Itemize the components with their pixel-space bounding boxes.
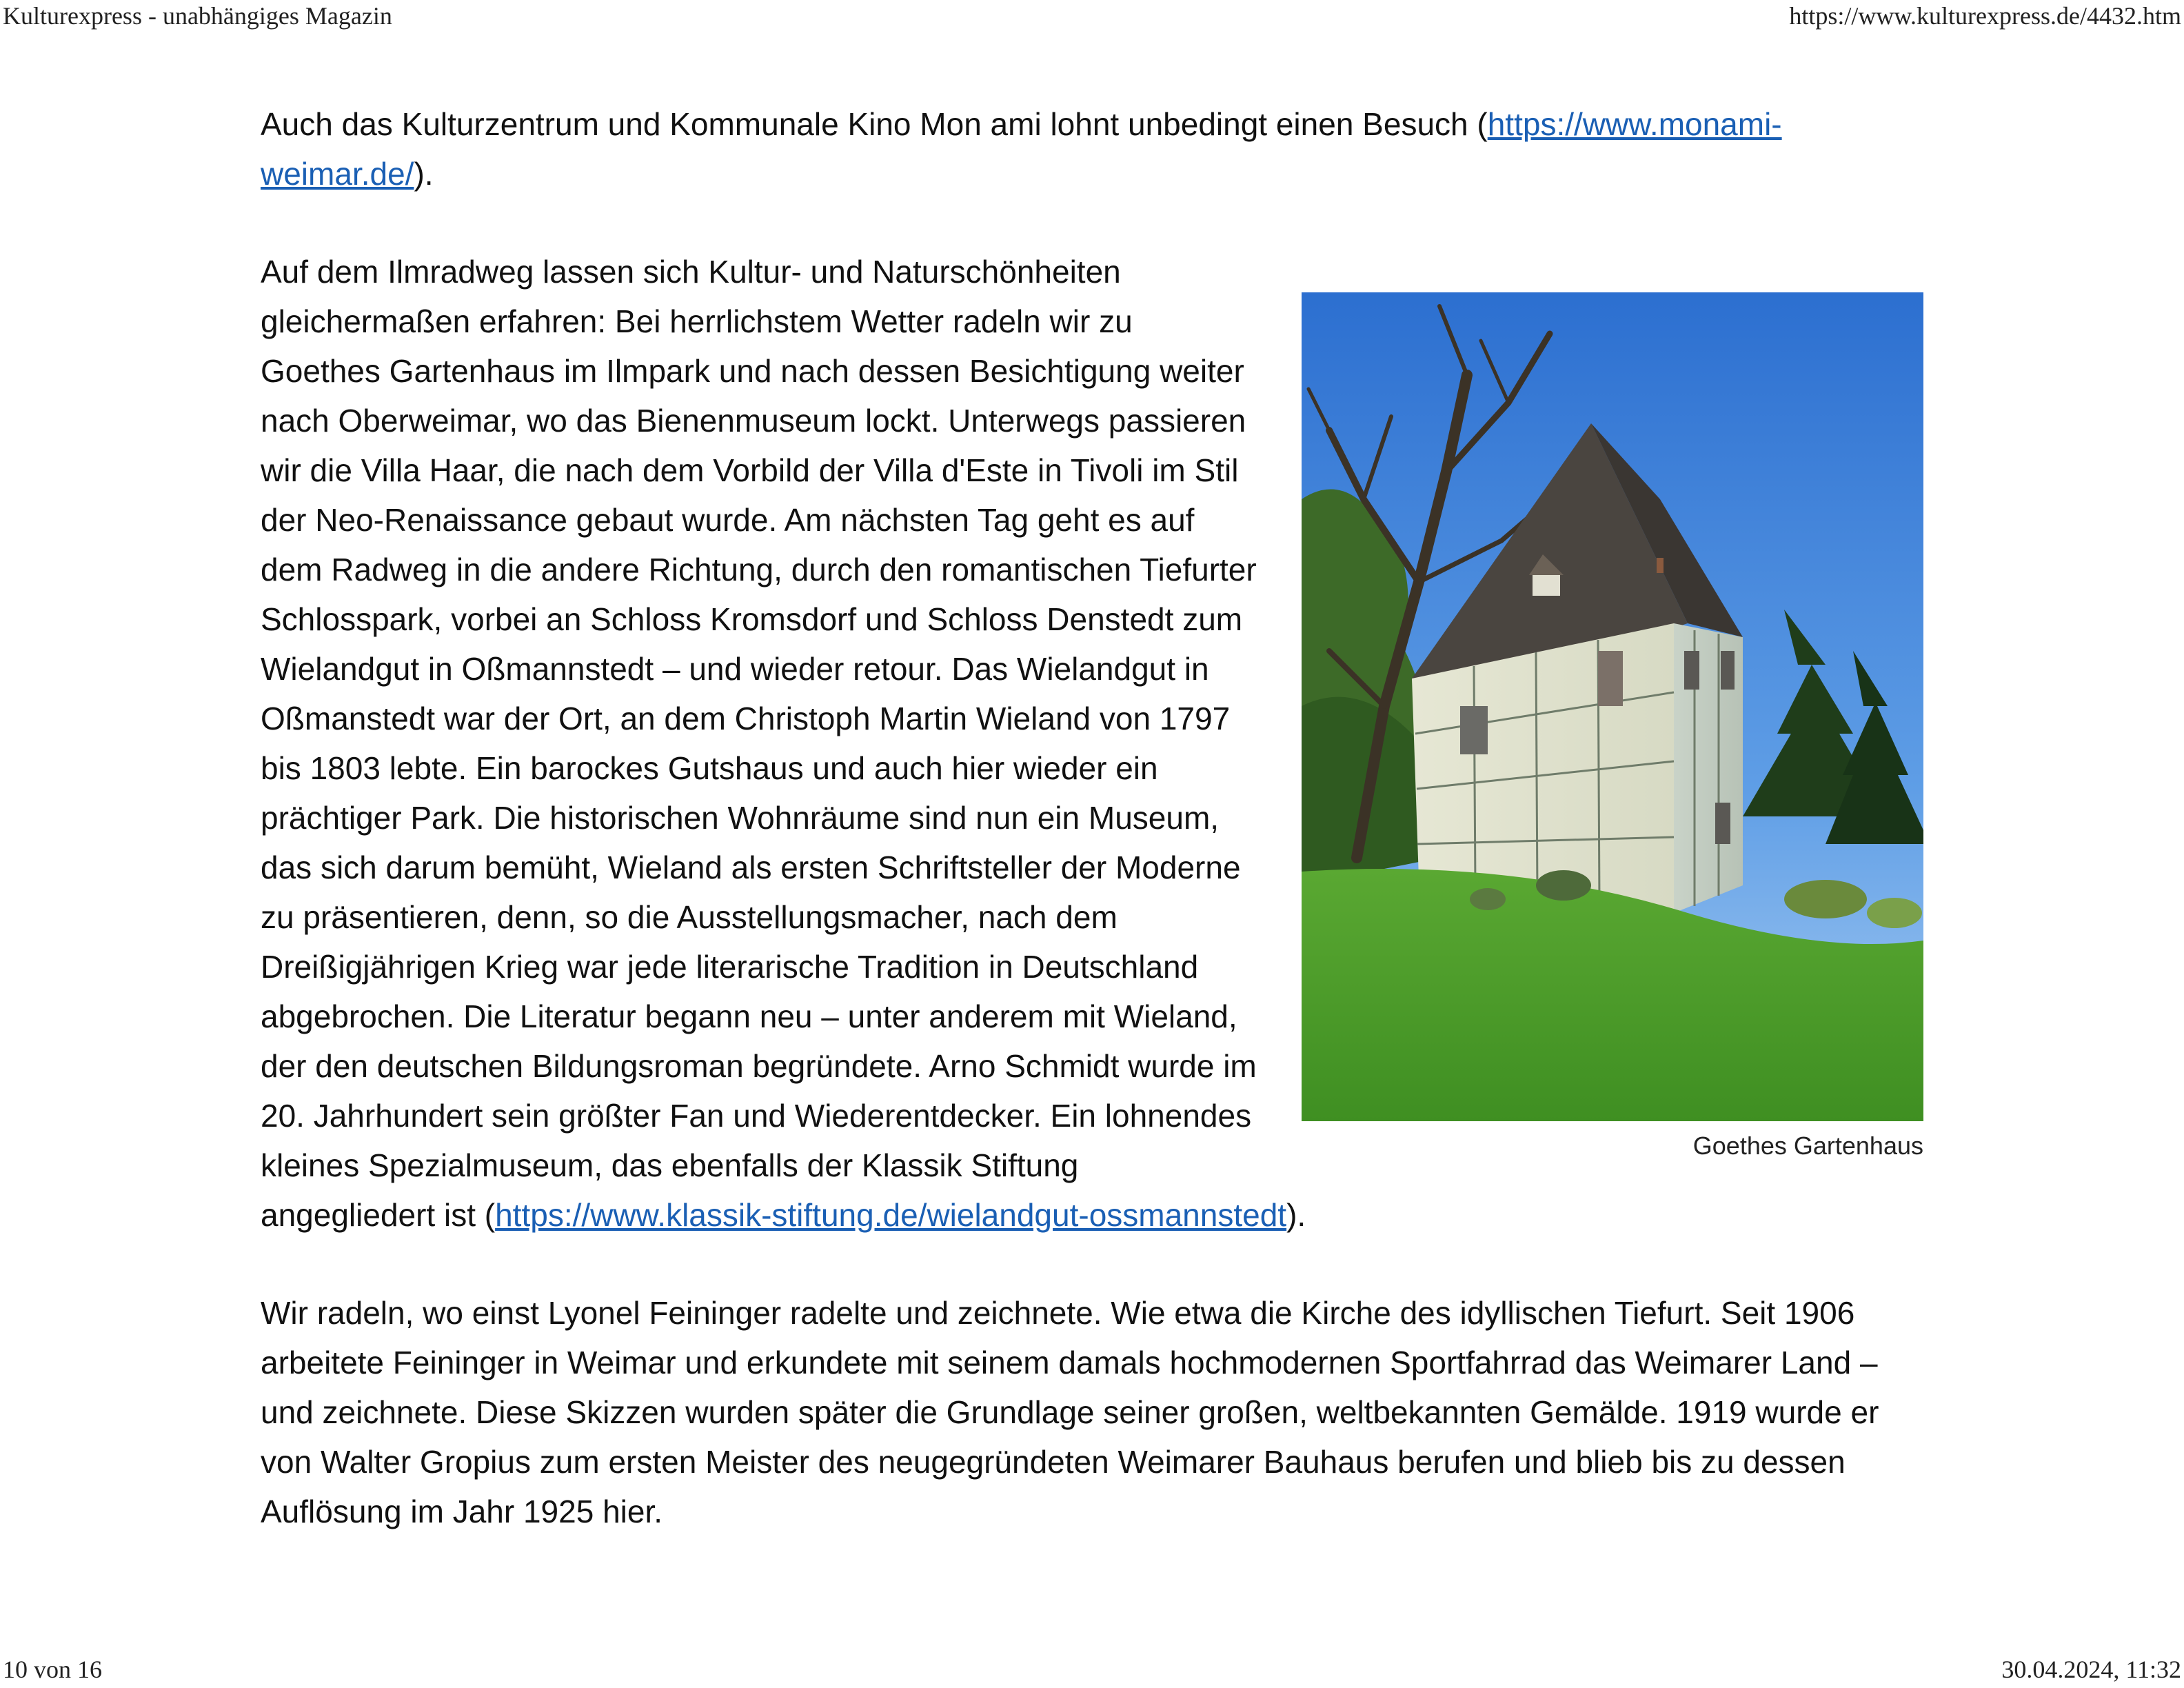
figure-gartenhaus — [1302, 292, 1923, 1160]
paragraph-mon-ami-text: Auch das Kulturzentrum und Kommunale Kino Mon ami lohnt unbedingt einen Besuch ( — [261, 106, 1488, 142]
print-footer-page: 10 von 16 — [3, 1656, 102, 1683]
print-header-url: https://www.kulturexpress.de/4432.htm — [1789, 2, 2181, 30]
paragraph-ilmradweg-text: Auf dem Ilmradweg lassen sich Kultur- und Naturschönheiten gleichermaßen erfahren: Bei herrlichstem Wetter radeln wir zu Goethes Gartenhaus im Ilmpark und nach dessen Besichtigung weiter nach Oberweimar, wo das Bienenmuseum lockt. Unterwegs passieren wir die Villa Haar, die nach dem Vorbild der Villa d'Este in Tivoli im Stil der Neo-Renaissance gebaut wurde. Am nächsten Tag geht es auf dem Radweg in die andere Richtung, durch den romantischen Tiefurter Schlosspark, vorbei an Schloss Kromsdorf und Schloss Denstedt zum Wielandgut in Oßmannstedt – und wieder retour. Das Wielandgut in Oßmanstedt war der Ort, an dem Christoph Martin Wieland von 1797 bis 1803 lebte. Ein barockes Gutshaus und auch hier wieder ein prächtiger Park. Die historischen Wohnräume sind nun ein Museum, das sich darum bemüht, Wieland als ersten Schriftsteller der Moderne zu präsentieren, denn, so die Ausstellungsmacher, nach dem Dreißigjährigen Krieg war jede literarische Tradition in Deutschland abgebrochen. Die Literatur begann neu – unter anderem mit Wieland, der den deutschen Bildungsroman begründete. Arno Schmidt wurde im 20. Jahrhundert sein größter Fan und Wiederentdecker. Ein lohnendes kleines Spezialmuseum, das ebenfalls der Klassik Stiftung angegliedert ist ( — [261, 254, 1257, 1233]
article-body — [261, 99, 1923, 1585]
paragraph-mon-ami-end: ). — [414, 156, 434, 192]
link-klassik-stiftung[interactable]: https://www.klassik-stiftung.de/wielandgut-ossmannstedt — [495, 1197, 1287, 1233]
print-footer-datetime: 30.04.2024, 11:32 — [2001, 1656, 2181, 1683]
paragraph-ilmradweg-end: ). — [1286, 1197, 1306, 1233]
print-footer — [0, 1655, 2184, 1684]
link-monami-weimar[interactable]: https://www.monami-weimar.de/ — [261, 106, 1782, 192]
paragraph-feininger: Wir radeln, wo einst Lyonel Feininger radelte und zeichnete. Wie etwa die Kirche des idyllischen Tiefurt. Seit 1906 arbeitete Feininger in Weimar und erkundete mit seinem damals hochmodernen Sportfahrrad das Weimarer Land – und zeichnete. Diese Skizzen wurden später die Grundlage seiner großen, weltbekannten Gemälde. 1919 wurde er von Walter Gropius zum ersten Meister des neugegründeten Weimarer Bauhaus berufen und blieb bis zu dessen Auflösung im Jahr 1925 hier. — [261, 1295, 1879, 1529]
print-header — [0, 1, 2184, 30]
print-header-title: Kulturexpress - unabhängiges Magazin — [3, 2, 392, 30]
paragraph-mon-ami — [261, 99, 1923, 199]
goethes-gartenhaus-photo — [1302, 292, 1923, 1121]
figure-caption: Goethes Gartenhaus — [1692, 1132, 1923, 1160]
